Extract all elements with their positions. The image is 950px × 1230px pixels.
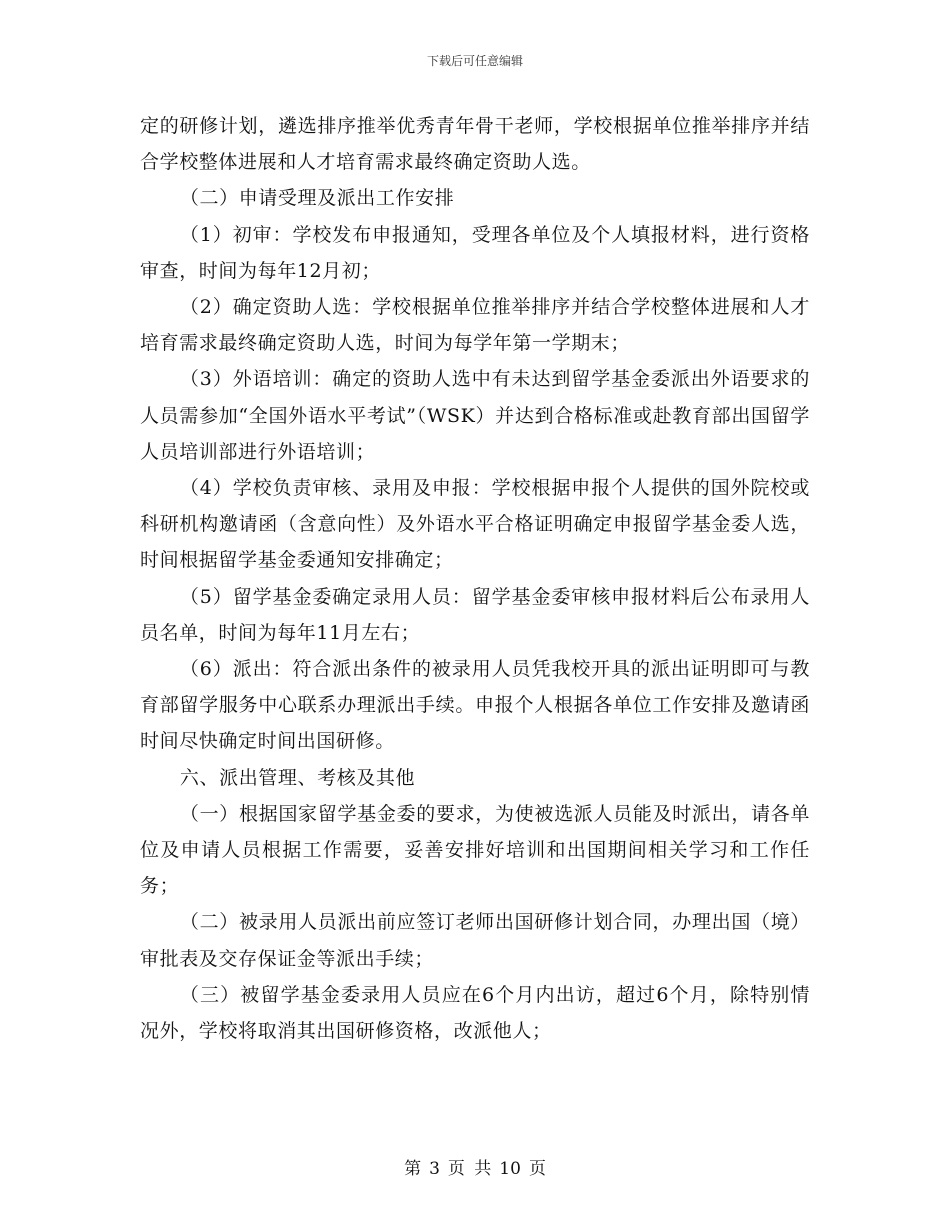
- current-page-number: 3: [429, 1159, 440, 1179]
- paragraph: （二）申请受理及派出工作安排: [179, 187, 455, 210]
- paragraph: （二）被录用人员派出前应签订老师出国研修计划合同，办理出国（境）审批表及交存保证金等派出手续；: [140, 911, 810, 970]
- paragraph: （5）留学基金委确定录用人员：留学基金委审核申报材料后公布录用人员名单，时间为每年11月左右；: [140, 585, 810, 644]
- paragraph: （3）外语培训：确定的资助人选中有未达到留学基金委派出外语要求的人员需参加“全国外语水平考试”（WSK）并达到合格标准或赴教育部出国留学人员培训部进行外语培训；: [140, 368, 810, 463]
- section-heading: 六、派出管理、考核及其他: [179, 766, 416, 789]
- footer-suffix: 页: [528, 1159, 546, 1179]
- paragraph: （三）被留学基金委录用人员应在6个月内出访，超过6个月，除特别情况外，学校将取消其出国研修资格，改派他人；: [140, 983, 810, 1043]
- paragraph: （1）初审：学校发布申报通知，受理各单位及个人填报材料，进行资格审查，时间为每年12月初；: [140, 223, 810, 282]
- page-footer: [0, 1154, 950, 1179]
- total-pages-number: 10: [499, 1159, 521, 1179]
- paragraph: （6）派出：符合派出条件的被录用人员凭我校开具的派出证明即可与教育部留学服务中心联系办理派出手续。申报个人根据各单位工作安排及邀请函时间尽快确定时间出国研修。: [140, 658, 810, 753]
- footer-mid: 页 共: [447, 1159, 492, 1179]
- document-body: [140, 108, 810, 1049]
- page-header-note: 下载后可任意编辑: [426, 54, 523, 68]
- paragraph: 定的研修计划，遴选排序推举优秀青年骨干老师，学校根据单位推举排序并结合学校整体进展和人才培育需求最终确定资助人选。: [140, 115, 810, 174]
- paragraph: （一）根据国家留学基金委的要求，为使被选派人员能及时派出，请各单位及申请人员根据工作需要，妥善安排好培训和出国期间相关学习和工作任务；: [140, 802, 810, 898]
- paragraph: （2）确定资助人选：学校根据单位推举排序并结合学校整体进展和人才培育需求最终确定资助人选，时间为每学年第一学期末；: [140, 296, 810, 355]
- paragraph: （4）学校负责审核、录用及申报：学校根据申报个人提供的国外院校或科研机构邀请函（含意向性）及外语水平合格证明确定申报留学基金委人选，时间根据留学基金委通知安排确定；: [140, 477, 810, 572]
- footer-prefix: 第: [404, 1159, 422, 1179]
